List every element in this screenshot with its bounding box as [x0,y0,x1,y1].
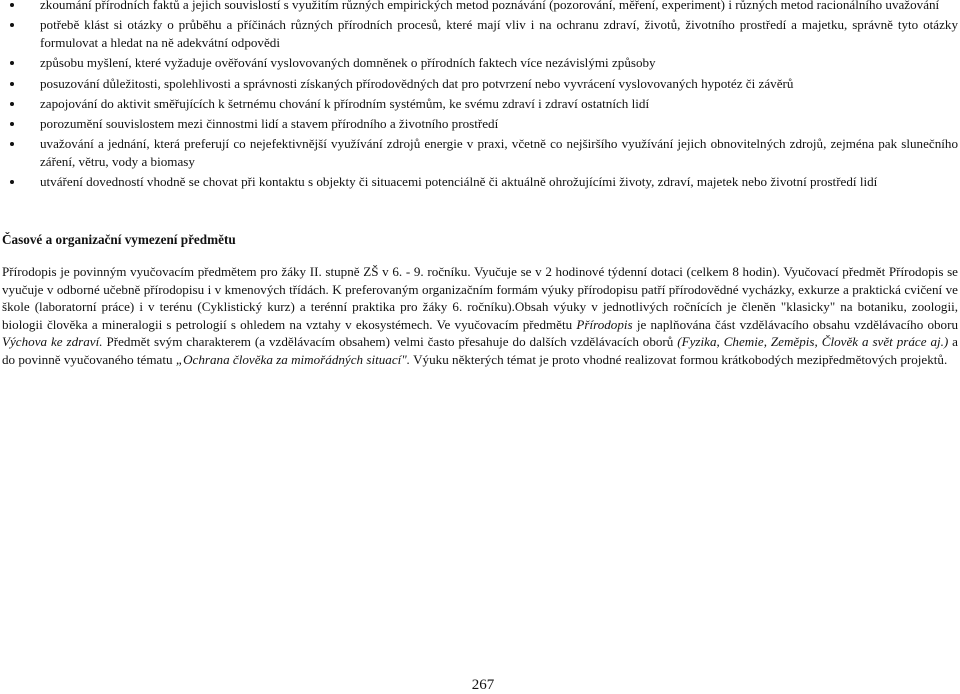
bullet-dot-icon [10,82,14,86]
body-paragraph [2,263,958,369]
page-number: 267 [471,677,495,693]
italic-text: Přírodopis [576,316,633,332]
text-run: způsobu myšlení, které vyžaduje ověřování vyslovovaných domněnek o přírodních faktech více nezávislými způsoby [40,55,656,71]
text-run: Předmět svým charakterem (a vzdělávacím obsahem) velmi často přesahuje do dalších vzdělávacích oborů [102,334,678,350]
bullet-item [0,173,960,191]
bullet-dot-icon [10,102,14,106]
text-run: zkoumání přírodních faktů a jejich souvislostí s využitím různých empirických metod poznávání (pozorování, měření, experiment) i různých metod racionálního uvažování [40,0,940,12]
text-run: zapojování do aktivit směřujících k šetrnému chování k přírodním systémům, ke svému zdraví i zdraví ostatních lidí [40,95,650,111]
text-run: a do povinně vyučovaného tématu [2,334,958,367]
text-run: je naplňována část vzdělávacího obsahu vzdělávacího oboru [632,316,958,332]
bullet-item [0,135,960,171]
text-run: uvažování a jednání, která preferují co nejefektivnější využívání zdrojů energie v praxi, včetně co nejširšího využívání jejich obnovitelných zdrojů, zejména pak slunečního záření, větru, vody a biomasy [40,136,958,170]
text-run: Výuku některých témat je proto vhodné realizovat formou krátkobodých mezipředmětových projektů. [410,351,948,367]
bullet-item [0,54,960,72]
bullet-dot-icon [10,122,14,126]
text-run: Přírodopis je povinným vyučovacím předmětem pro žáky II. stupně ZŠ v 6. - 9. ročníku. Vyučuje se v 2 hodinové týdenní dotaci (celkem 8 hodin). Vyučovací předmět Přírodopis se vyučuje v odborné učebně přírodopisu i v kmenových třídách. K preferovaným organizačním formám výuky přírodopisu patří přírodovědné vycházky, exkurze a praktická cvičení ve škole (laboratorní práce) i v terénu (Cyklistický kurz) a terénní praktika pro žáky 6. ročníku).Obsah výuky v jednotlivých ročnících je členěn "klasicky" na botaniku, zoologii, biologii člověka a mineralogii s petrologií s ohledem na vztahy v ekosystémech. Ve vyučovacím předmětu [2,264,958,332]
bullet-item [0,95,960,113]
bullet-dot-icon [10,180,14,184]
italic-text: (Fyzika, Chemie, Zeměpis, Člověk a svět práce aj.) [677,334,949,350]
text-run: potřebě klást si otázky o průběhu a příčinách různých přírodních procesů, které mají vliv i na ochranu zdraví, životů, životního prostředí a majetku, správně tyto otázky formulovat a hledat na ně adekvátní odpovědi [40,17,958,51]
bullet-item [0,115,960,133]
text-run: utváření dovedností vhodně se chovat při kontaktu s objekty či situacemi potenciálně či aktuálně ohrožujícími životy, zdraví, majetek nebo životní prostředí lidí [40,174,878,190]
bullet-dot-icon [10,61,14,65]
bullet-dot-icon [10,3,14,7]
objectives-bullet-list [0,0,960,194]
bullet-item [0,16,960,52]
bullet-item [0,75,960,93]
text-run: porozumění souvislostem mezi činnostmi lidí a stavem přírodního a životního prostředí [40,115,499,131]
bullet-item [0,0,960,14]
text-run: posuzování důležitosti, spolehlivosti a správnosti získaných přírodovědných dat pro potvrzení nebo vyvrácení vyslovovaných hypotéz či závěrů [40,75,794,91]
italic-text: Výchova ke zdraví. [2,334,103,350]
bullet-dot-icon [10,23,14,27]
section-heading: Časové a organizační vymezení předmětu [2,232,236,247]
italic-text: „Ochrana člověka za mimořádných situací". [175,351,411,367]
bullet-dot-icon [10,142,14,146]
